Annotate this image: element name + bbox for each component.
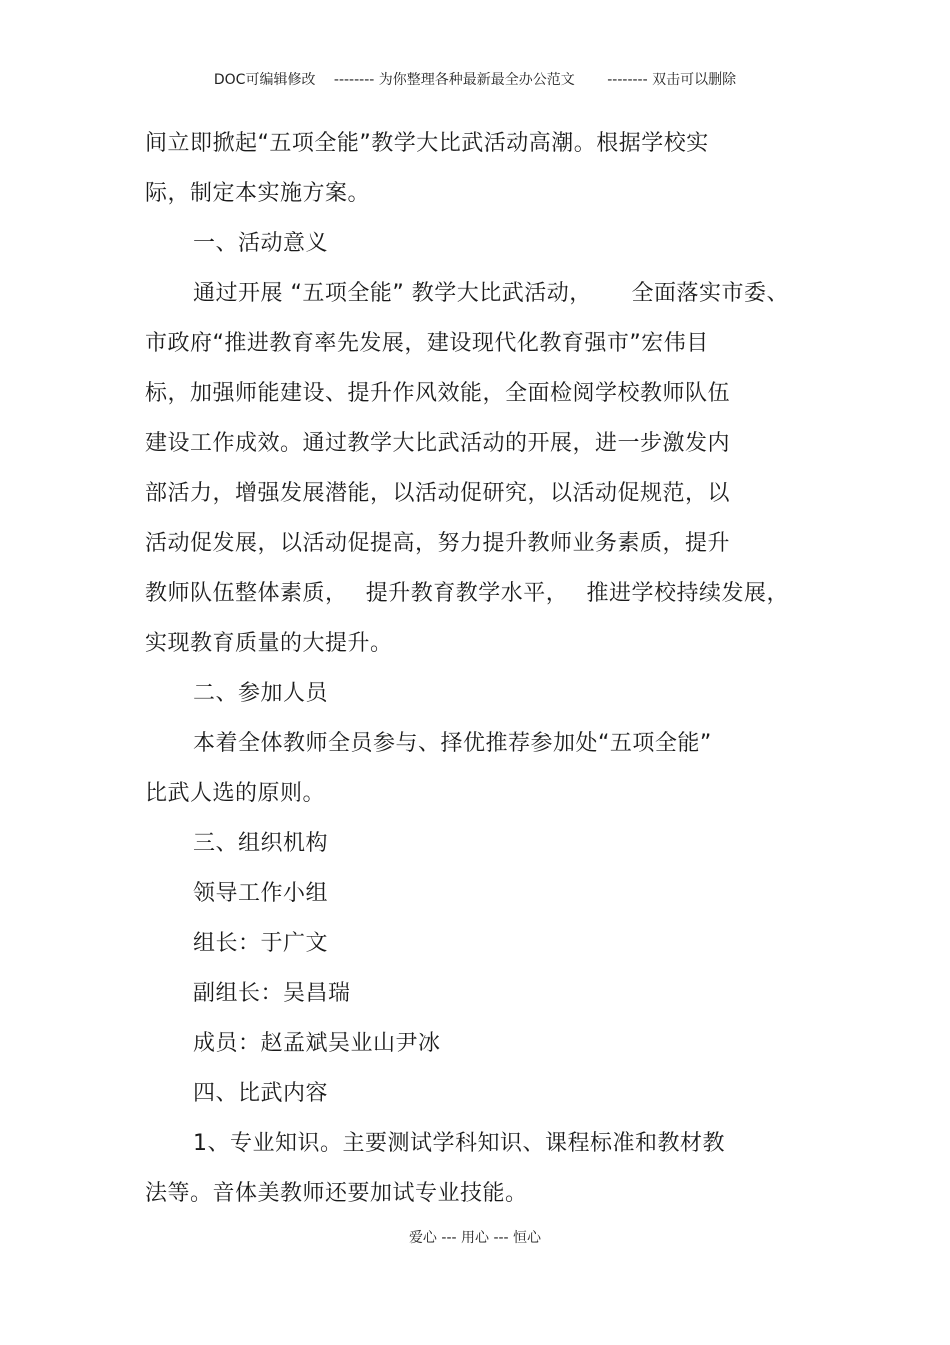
group-leader: 组长：于广文	[193, 931, 329, 956]
deputy-group-leader: 副组长：吴昌瑞	[193, 981, 351, 1006]
paragraph-line: 实现教育质量的大提升。	[145, 631, 393, 656]
text-segment: 教师队伍整体素质，	[145, 581, 348, 606]
paragraph-line	[145, 269, 789, 319]
header-delete-hint: -------- 双击可以删除	[607, 72, 737, 88]
section-heading-activity-meaning: 一、活动意义	[193, 231, 329, 256]
paragraph-line: 部活力，增强发展潜能，以活动促研究，以活动促规范，以	[145, 481, 731, 506]
document-body	[145, 119, 815, 1219]
text-segment: 全面落实市委、	[631, 281, 789, 306]
subheading-leadership-group: 领导工作小组	[193, 881, 329, 906]
header-doc-label: DOC可编辑修改	[213, 72, 316, 88]
paragraph-line: 比武人选的原则。	[145, 781, 326, 806]
page-header	[0, 70, 950, 90]
paragraph-line: 本着全体教师全员参与、择优推荐参加处“五项全能”	[193, 731, 712, 756]
paragraph-line: 1、专业知识。主要测试学科知识、课程标准和教材教	[193, 1131, 725, 1156]
text-segment: 推进学校持续发展，	[586, 581, 789, 606]
paragraph-line	[145, 569, 789, 619]
section-heading-competition-content: 四、比武内容	[193, 1081, 329, 1106]
paragraph-line: 法等。音体美教师还要加试专业技能。	[145, 1181, 528, 1206]
paragraph-line: 活动促发展，以活动促提高，努力提升教师业务素质，提升	[145, 531, 731, 556]
text-segment: 通过开展 “五项全能” 教学大比武活动，	[193, 281, 592, 306]
text-segment: 提升教育教学水平，	[365, 581, 569, 606]
section-heading-participants: 二、参加人员	[193, 681, 329, 706]
section-heading-organization: 三、组织机构	[193, 831, 329, 856]
page-footer: 爱心 --- 用心 --- 恒心	[408, 1230, 542, 1246]
header-slogan: -------- 为你整理各种最新最全办公范文	[333, 72, 575, 88]
paragraph-line: 间立即掀起“五项全能”教学大比武活动高潮。根据学校实	[145, 131, 709, 156]
paragraph-line: 标，加强师能建设、提升作风效能，全面检阅学校教师队伍	[145, 381, 731, 406]
paragraph-line: 建设工作成效。通过教学大比武活动的开展，进一步激发内	[145, 431, 731, 456]
paragraph-line: 市政府“推进教育率先发展，建设现代化教育强市”宏伟目	[145, 331, 709, 356]
group-members: 成员：赵孟斌吴业山尹冰	[193, 1031, 441, 1056]
paragraph-line: 际，制定本实施方案。	[145, 181, 371, 206]
